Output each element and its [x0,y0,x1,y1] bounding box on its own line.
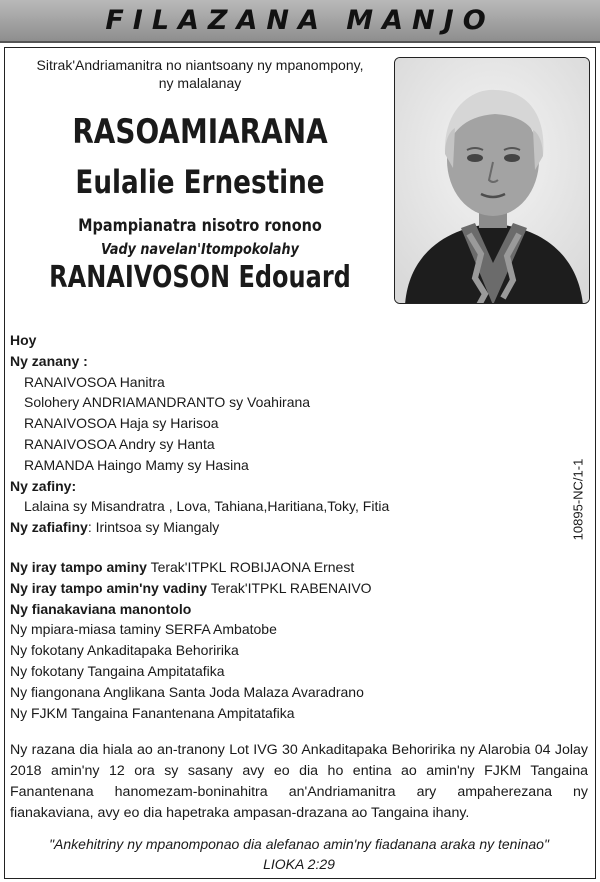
organization-1: Ny mpiara-miasa taminy SERFA Ambatobe [10,621,277,638]
sibling-of-spouse: Ny iray tampo amin'ny vadiny Terak'ITPKL RABENAIVO [10,579,372,596]
header-title: FILAZANA MANJO [105,5,495,36]
organization-3: Ny fokotany Tangaina Ampitatafika [10,662,225,679]
spouse-relation: Vady navelan'Itompokolahy [101,240,299,258]
funeral-details: Ny razana dia hiala ao an-tranony Lot IVG 30 Ankaditapaka Behoririka ny Alarobia 04 Jolay 2018 amin'ny 12 ora sy sasany avy eo dia ho entina ao amin'ny FJKM Tangaina Fanantenana hanomezam-boninahitra an'Andriamanitra ary ampaherezana ny fianakaviana, avy eo dia hapetraka ampasan-drazana ao Tangaina ihany. [10,742,588,821]
great-grandchildren: Ny zafiafiny: Irintsoa sy Miangaly [10,519,220,536]
quote-source: LIOKA 2:29 [263,856,335,872]
deceased-role: Mpampianatra nisotro ronono [78,216,322,236]
child-2: Solohery ANDRIAMANDRANTO sy Voahirana [24,394,311,411]
child-1: RANAIVOSOA Hanitra [24,373,165,390]
relatives-label: Ny fianakaviana manontolo [10,600,192,617]
family-list [10,330,570,723]
child-3: RANAIVOSOA Haja sy Harisoa [24,415,219,432]
portrait-photo [394,57,590,304]
hoy-label: Hoy [10,332,37,348]
intro-line-1: Sitrak'Andriamanitra no niantsoany ny mpanompony, [36,57,364,73]
child-4: RANAIVOSOA Andry sy Hanta [24,435,215,452]
child-5: RAMANDA Haingo Mamy sy Hasina [24,456,249,473]
quote-text: "Ankehitriny ny mpanomponao dia alefanao amin'ny fiadanana araka ny teninao" [49,836,549,852]
organization-2: Ny fokotany Ankaditapaka Behoririka [10,642,239,659]
header-banner [0,0,600,43]
grandchildren: Lalaina sy Misandratra , Lova, Tahiana,Haritiana,Toky, Fitia [24,498,390,515]
intro-line-2: ny malalanay [158,75,242,91]
deceased-surname: RASOAMIARANA [72,112,328,152]
sibling: Ny iray tampo aminy Terak'ITPKL ROBIJAONA Ernest [10,558,355,575]
deceased-first-names: Eulalie Ernestine [75,163,325,201]
spouse-name: RANAIVOSON Edouard [49,260,351,295]
children-label: Ny zanany : [10,352,88,369]
bible-quote [10,834,588,874]
grandchildren-label: Ny zafiny: [10,477,77,494]
intro-text [10,56,390,92]
organization-4: Ny fiangonana Anglikana Santa Joda Malaza Avaradrano [10,683,364,700]
organization-5: Ny FJKM Tangaina Fanantenana Ampitatafika [10,704,295,721]
